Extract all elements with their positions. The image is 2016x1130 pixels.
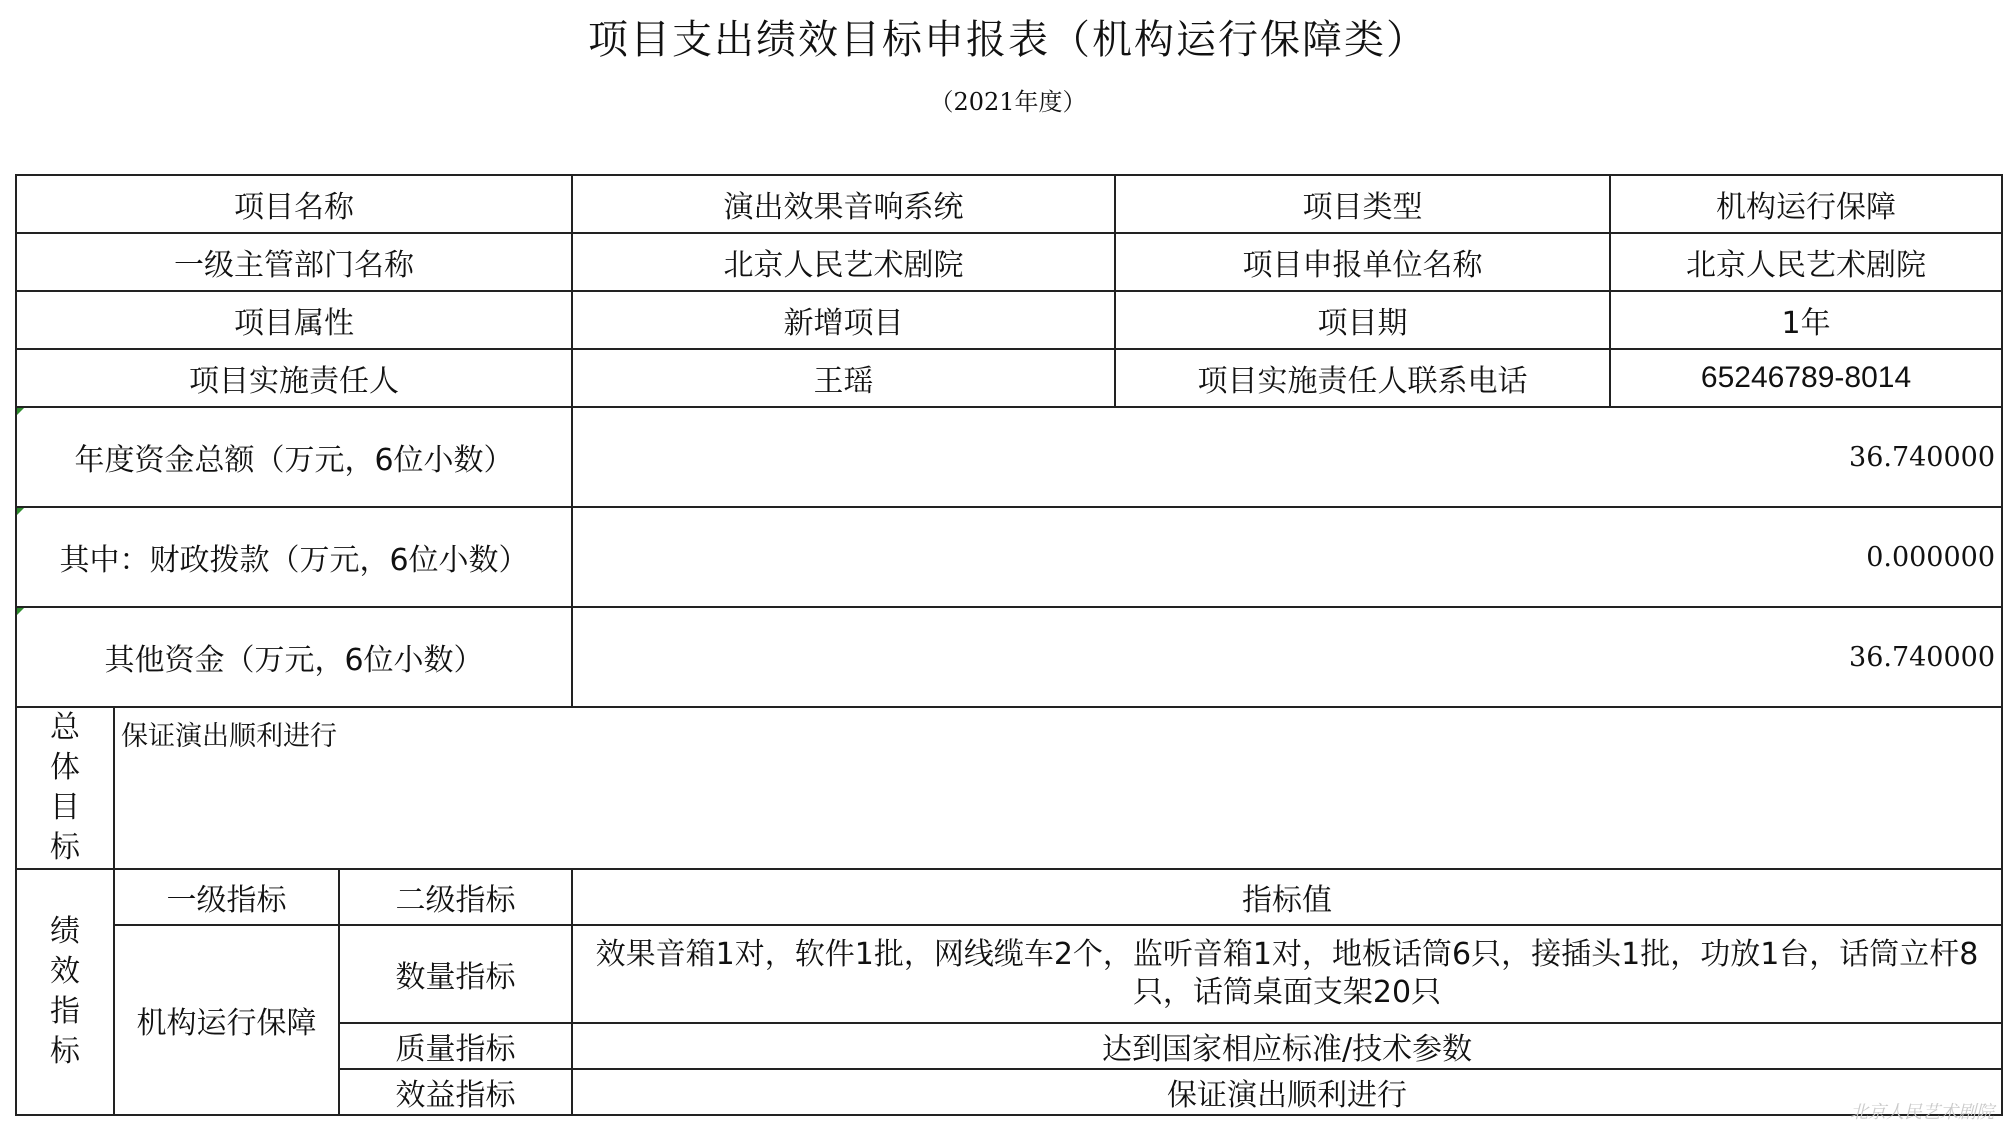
table-row [16, 707, 2002, 869]
fiscal-fund-value: 0.000000 [572, 507, 2002, 607]
quality-indicator-label: 质量指标 [339, 1023, 572, 1069]
performance-form-table [15, 174, 2003, 1116]
table-row [16, 407, 2002, 507]
overall-goal-char: 目 [50, 790, 80, 825]
other-fund-label: 其他资金（万元，6位小数） [16, 607, 572, 707]
benefit-indicator-label: 效益指标 [339, 1069, 572, 1115]
indicators-char: 标 [50, 1034, 80, 1069]
dept-value: 北京人民艺术剧院 [572, 233, 1115, 291]
value-header: 指标值 [572, 869, 2002, 925]
table-row [16, 507, 2002, 607]
project-name-label: 项目名称 [16, 175, 572, 233]
quantity-indicator-label: 数量指标 [339, 925, 572, 1023]
phone-value: 65246789-8014 [1610, 349, 2002, 407]
fiscal-fund-label: 其中：财政拨款（万元，6位小数） [16, 507, 572, 607]
table-row [16, 607, 2002, 707]
level1-name: 机构运行保障 [114, 925, 339, 1115]
manager-value: 王瑶 [572, 349, 1115, 407]
overall-goal-label [16, 707, 114, 869]
quality-indicator-value: 达到国家相应标准/技术参数 [572, 1023, 2002, 1069]
annual-fund-label: 年度资金总额（万元，6位小数） [16, 407, 572, 507]
project-type-label: 项目类型 [1115, 175, 1610, 233]
overall-goal-char: 标 [50, 830, 80, 865]
table-row [16, 925, 2002, 1023]
table-row [16, 175, 2002, 233]
page-title: 项目支出绩效目标申报表（机构运行保障类） [588, 17, 1428, 63]
phone-label: 项目实施责任人联系电话 [1115, 349, 1610, 407]
overall-goal-char: 体 [50, 750, 80, 785]
indicators-label [16, 869, 114, 1115]
project-attr-label: 项目属性 [16, 291, 572, 349]
project-attr-value: 新增项目 [572, 291, 1115, 349]
other-fund-value: 36.740000 [572, 607, 2002, 707]
quantity-indicator-value: 效果音箱1对，软件1批，网线缆车2个，监听音箱1对，地板话筒6只，接插头1批，功放1台，话筒立杆8只，话筒桌面支架20只 [572, 925, 2002, 1023]
overall-goal-text: 保证演出顺利进行 [114, 707, 2002, 869]
annual-fund-value: 36.740000 [572, 407, 2002, 507]
project-type-value: 机构运行保障 [1610, 175, 2002, 233]
table-row [16, 233, 2002, 291]
unit-value: 北京人民艺术剧院 [1610, 233, 2002, 291]
indicators-char: 效 [50, 954, 80, 989]
dept-label: 一级主管部门名称 [16, 233, 572, 291]
table-row [16, 349, 2002, 407]
level2-header: 二级指标 [339, 869, 572, 925]
project-period-label: 项目期 [1115, 291, 1610, 349]
indicators-char: 指 [50, 994, 80, 1029]
project-name-value: 演出效果音响系统 [572, 175, 1115, 233]
table-row [16, 291, 2002, 349]
page-subtitle: （2021年度） [929, 88, 1087, 116]
benefit-indicator-value: 保证演出顺利进行 [572, 1069, 2002, 1115]
project-period-value: 1年 [1610, 291, 2002, 349]
manager-label: 项目实施责任人 [16, 349, 572, 407]
unit-label: 项目申报单位名称 [1115, 233, 1610, 291]
overall-goal-char: 总 [50, 710, 80, 745]
indicators-char: 绩 [50, 914, 80, 949]
table-row [16, 869, 2002, 925]
level1-header: 一级指标 [114, 869, 339, 925]
watermark: 北京人民艺术剧院 [1850, 1102, 1994, 1123]
